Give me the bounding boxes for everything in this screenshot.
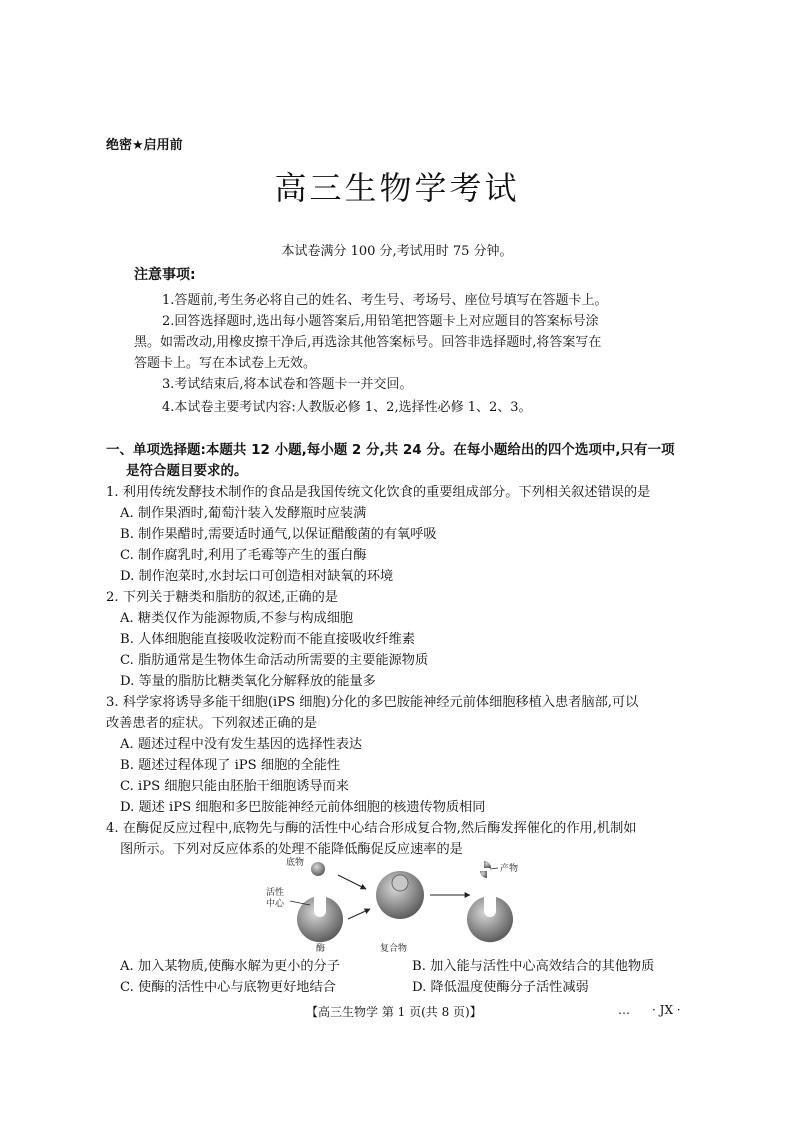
option-c: C. iPS 细胞只能由胚胎干细胞诱导而来 xyxy=(120,779,349,794)
option-c: C. 制作腐乳时,利用了毛霉等产生的蛋白酶 xyxy=(120,548,367,563)
question-stem-cont: 图所示。下列对反应体系的处理不能降低酶促反应速率的是 xyxy=(120,842,463,857)
footer-dots: … xyxy=(618,1003,630,1017)
section-heading-cont: 是符合题目要求的。 xyxy=(126,463,248,479)
notice-line: 黑。如需改动,用橡皮擦干净后,再选涂其他答案标号。回答非选择题时,将答案写在 xyxy=(134,335,602,350)
secret-label: 绝密★启用前 xyxy=(106,138,183,153)
enzyme-label: 酶 xyxy=(316,944,326,953)
active-site-label: 活性 xyxy=(266,888,285,898)
option-a: A. 制作果酒时,葡萄汁装入发酵瓶时应装满 xyxy=(120,506,367,521)
question-stem: 2. 下列关于糖类和脂肪的叙述,正确的是 xyxy=(106,590,338,605)
notice-heading: 注意事项: xyxy=(134,267,196,283)
section-heading: 一、单项选择题:本题共 12 小题,每小题 2 分,共 24 分。在每小题给出的四个选项中,只有一项 xyxy=(106,442,675,458)
option-b: B. 人体细胞能直接吸收淀粉而不能直接吸收纤维素 xyxy=(120,632,416,647)
question-stem: 1. 利用传统发酵技术制作的食品是我国传统文化饮食的重要组成部分。下列相关叙述错误的是 xyxy=(106,485,651,500)
option-b: B. 题述过程体现了 iPS 细胞的全能性 xyxy=(120,758,341,773)
question-stem: 4. 在酶促反应过程中,底物先与酶的活性中心结合形成复合物,然后酶发挥催化的作用,机制如 xyxy=(106,821,637,836)
option-d: D. 题述 iPS 细胞和多巴胺能神经元前体细胞的核遗传物质相同 xyxy=(120,800,486,815)
substrate-shape xyxy=(311,862,325,876)
option-c: C. 使酶的活性中心与底物更好地结合 xyxy=(120,980,336,995)
option-d: D. 制作泡菜时,水封坛口可创造相对缺氧的环境 xyxy=(120,569,394,584)
option-c: C. 脂肪通常是生物体生命活动所需要的主要能源物质 xyxy=(120,653,429,668)
question-stem-cont: 改善患者的症状。下列叙述正确的是 xyxy=(106,716,317,731)
complex-label: 复合物 xyxy=(380,944,408,953)
option-b: B. 制作果醋时,需要适时通气,以保证醋酸菌的有氧呼吸 xyxy=(120,527,437,542)
notice-line: 4.本试卷主要考试内容:人教版必修 1、2,选择性必修 1、2、3。 xyxy=(162,400,532,415)
notice-line: 3.考试结束后,将本试卷和答题卡一并交回。 xyxy=(162,377,413,392)
notice-line: 2.回答选择题时,选出每小题答案后,用铅笔把答题卡上对应题目的答案标号涂 xyxy=(162,314,599,329)
page-footer: 【高三生物学 第 1 页(共 8 页)】 xyxy=(306,1005,482,1019)
substrate-label: 底物 xyxy=(286,858,305,868)
product-label: 产物 xyxy=(500,864,519,874)
footer-code: · JX · xyxy=(652,1003,681,1017)
option-d: D. 降低温度使酶分子活性减弱 xyxy=(412,980,589,995)
page-title: 高三生物学考试 xyxy=(274,169,520,207)
active-site-label-2: 中心 xyxy=(266,899,285,909)
notice-line: 1.答题前,考生务必将自己的姓名、考生号、考场号、座位号填写在答题卡上。 xyxy=(162,293,608,308)
question-stem: 3. 科学家将诱导多能干细胞(iPS 细胞)分化的多巴胺能神经元前体细胞移植入患者脑部,可以 xyxy=(106,695,639,710)
option-d: D. 等量的脂肪比糖类氧化分解释放的能量多 xyxy=(120,674,376,689)
enzyme-mechanism-figure xyxy=(262,853,552,953)
exam-info: 本试卷满分 100 分,考试用时 75 分钟。 xyxy=(281,244,513,259)
option-a: A. 糖类仅作为能源物质,不参与构成细胞 xyxy=(120,611,354,626)
option-b: B. 加入能与活性中心高效结合的其他物质 xyxy=(412,959,655,974)
notice-line: 答题卡上。写在本试卷上无效。 xyxy=(134,356,317,371)
option-a: A. 题述过程中没有发生基因的选择性表达 xyxy=(120,737,363,752)
option-a: A. 加入某物质,使酶水解为更小的分子 xyxy=(120,959,340,974)
